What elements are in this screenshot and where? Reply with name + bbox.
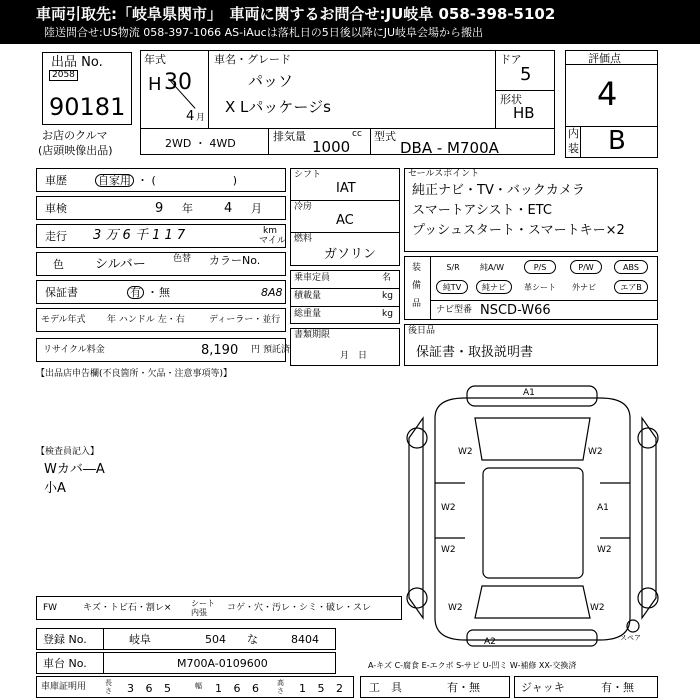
recycle-note: 預託済 (263, 345, 291, 355)
color-no-label: カラーNo. (209, 254, 261, 267)
header-banner (0, 0, 700, 44)
recycle-value: 8,190 (201, 343, 239, 358)
chassis-value: M700A-0109600 (177, 657, 268, 670)
cert-width: 1 6 6 (215, 682, 263, 695)
navi-value: NSCD-W66 (480, 303, 551, 318)
equip-pw: P/W (570, 260, 602, 274)
cert-height: 1 5 2 (299, 682, 347, 695)
model-year-dealer: ディーラー・並行 (209, 315, 281, 325)
year-month: 4 (186, 109, 195, 124)
year-label: 年式 (144, 53, 166, 66)
doc-expiry-unit: 月 日 (340, 351, 368, 361)
mark-w2-rb: W2 (590, 603, 605, 613)
history-label: 車歴 (45, 174, 67, 187)
equip-abs: ABS (614, 260, 648, 274)
color-label: 色 (53, 258, 64, 271)
warranty-label: 保証書 (45, 286, 78, 299)
inspection-month-unit: 月 (251, 202, 262, 215)
equip-leather: 革シート (524, 283, 556, 292)
ac-value: AC (336, 213, 354, 228)
inspection-month: 4 (224, 201, 233, 216)
doc-expiry-label: 書類期限 (294, 330, 331, 340)
mark-a2: A2 (484, 637, 496, 647)
capacity-label: 乗車定員 (294, 273, 331, 283)
tools-value: 有・無 (447, 681, 480, 694)
cert-label: 車庫証明用 (41, 682, 87, 692)
jack-row (514, 676, 658, 698)
model-label: 型式 (374, 130, 396, 143)
fw-shiito: シート 内張 (191, 599, 215, 617)
color-no-value: 8A8 (261, 286, 283, 299)
registration-label: 登録 No. (43, 633, 87, 646)
history-rest: ・ ( ) (137, 174, 238, 187)
year-era: H (148, 74, 162, 95)
sales-line-2: スマートアシスト・ETC (412, 203, 552, 218)
mileage-row (36, 224, 286, 248)
car-grade: X Lパッケージs (225, 98, 331, 116)
equipment-label2: 備 (412, 281, 422, 291)
doors-label: ドア (500, 53, 522, 66)
recycle-unit: 円 (251, 345, 261, 355)
mark-spare: スペア (620, 634, 641, 642)
equip-airbag: エアB (614, 280, 648, 294)
accessories-value: 保証書・取扱説明書 (416, 345, 534, 360)
lot-label: 出品 No. (51, 55, 103, 70)
mark-a1-r: A1 (597, 503, 609, 513)
fuel-label: 燃料 (294, 234, 313, 244)
header-line2: 陸送問合せ:US物流 058-397-1066 AS-iAucは落札日の5日後以降にJU岐阜会場から搬出 (44, 26, 484, 39)
fw-label: FW (43, 603, 58, 613)
displacement-label: 排気量 (273, 130, 306, 143)
shift-value: IAT (336, 181, 356, 196)
registration-row (36, 628, 336, 650)
equipment-label1: 装 (412, 263, 422, 273)
notes-title: 【出品店申告欄(不良箇所・欠品・注意事項等)】 (36, 369, 233, 379)
warranty-row: 保証書 有 ・ 無 8A8 (36, 280, 286, 304)
mileage-value: 3 万 6 千 1 1 7 (93, 228, 186, 243)
inspection-year: 9 (155, 201, 164, 216)
model-value: DBA - M700A (400, 139, 499, 157)
shop-line1: お店のクルマ (42, 129, 108, 142)
tools-label: 工 具 (369, 681, 402, 694)
warranty-yes: 有 (127, 286, 144, 299)
inspector-line-1: Wカバ―A (44, 462, 105, 477)
fuel-value: ガソリン (324, 247, 377, 262)
recycle-row (36, 338, 291, 362)
lot-box (42, 52, 132, 125)
car-damage-diagram (405, 378, 660, 656)
score-value: 4 (597, 75, 618, 113)
sales-line-3: プッシュスタート・スマートキー×2 (412, 223, 625, 238)
color-row (36, 252, 286, 276)
car-label: 車名・グレード (214, 53, 291, 66)
shop-line2: (店頭映像出品) (38, 144, 113, 157)
mark-w2-lb: W2 (448, 603, 463, 613)
equip-sr: S/R (446, 263, 460, 272)
mark-a1-top: A1 (523, 388, 535, 398)
mark-w2-l2: W2 (441, 545, 456, 555)
year-month-unit: 月 (196, 113, 206, 123)
load-label: 積載量 (294, 291, 322, 301)
equip-alloy: 純A/W (479, 263, 505, 272)
load-unit: kg (382, 291, 393, 301)
registration-place: 岐阜 (129, 633, 151, 646)
score-label: 評価点 (588, 52, 621, 65)
recycle-label: リサイクル料金 (43, 345, 105, 355)
color-change-label: 色替 (173, 254, 192, 264)
shift-label: シフト (294, 170, 322, 180)
jack-value: 有・無 (601, 681, 634, 694)
accessories-label: 後日品 (408, 326, 436, 336)
registration-number: 8404 (291, 633, 319, 646)
color-value: シルバー (95, 257, 146, 272)
shape-value: HB (513, 104, 535, 122)
doors-value: 5 (520, 64, 532, 85)
interior-label2: 装 (568, 142, 579, 155)
mark-w2-rf: W2 (588, 447, 603, 457)
cert-height-label: 高さ (277, 679, 284, 695)
model-year-label: モデル年式 (41, 315, 86, 325)
registration-class: 504 (205, 633, 226, 646)
cert-row (36, 676, 354, 698)
equipment-label3: 品 (412, 299, 422, 309)
displacement-value: 1000 (312, 138, 351, 156)
capacity-unit: 名 (382, 273, 392, 283)
year-value: 30 (164, 70, 192, 95)
weight-unit: kg (382, 309, 393, 319)
tools-row (360, 676, 510, 698)
weight-label: 総重量 (294, 309, 322, 319)
inspection-year-unit: 年 (182, 202, 193, 215)
history-row (36, 168, 286, 192)
sales-line-1: 純正ナビ・TV・バックカメラ (412, 183, 585, 198)
car-name: パッソ (248, 72, 294, 90)
jack-label: ジャッキ (521, 681, 565, 694)
sales-label: セールスポイント (408, 169, 480, 179)
chassis-row (36, 652, 336, 674)
history-value: 自家用 (95, 174, 134, 187)
equip-tv: 純TV (436, 280, 468, 294)
registration-kana: な (247, 633, 258, 646)
equip-navi: 純ナビ (476, 280, 512, 294)
mark-w2-r1: W2 (597, 545, 612, 555)
cert-width-label: 幅 (195, 682, 202, 690)
displacement-unit: cc (352, 129, 362, 139)
inspection-row (36, 196, 286, 220)
fw-text: キズ・トビ石・割レ× (83, 603, 172, 613)
damage-legend: A-キズ C-腐食 E-エクボ S-サビ U-凹ミ W-補修 XX-交換済 (368, 661, 577, 670)
mileage-unit1: km (263, 226, 277, 236)
inspection-label: 車検 (45, 202, 67, 215)
warranty-no: 無 (159, 286, 170, 299)
mark-w2-l1: W2 (441, 503, 456, 513)
header-line1: 車両引取先:「岐阜県関市」 車両に関するお問合せ:JU岐阜 058-398-5102 (36, 5, 556, 23)
model-year-text: 年 ハンドル 左・右 (107, 315, 185, 325)
mileage-label: 走行 (45, 230, 67, 243)
ac-label: 冷房 (294, 202, 313, 212)
equip-ps: P/S (524, 260, 556, 274)
fw-text2: コゲ・穴・汚レ・シミ・破レ・スレ (227, 603, 372, 613)
interior-value: B (608, 126, 626, 156)
mark-w2-lf: W2 (458, 447, 473, 457)
chassis-label: 車台 No. (43, 657, 87, 670)
cert-len-label: 長さ (105, 679, 112, 695)
inspector-title: 【検査員記入】 (36, 447, 100, 457)
cert-len: 3 6 5 (127, 682, 175, 695)
mileage-unit2: マイル (259, 236, 286, 246)
lot-sub: 2058 (49, 70, 78, 81)
shape-label: 形状 (500, 93, 522, 106)
equip-ext-navi: 外ナビ (572, 283, 596, 292)
model-year-row (36, 308, 286, 332)
fw-row (36, 596, 402, 620)
interior-label1: 内 (568, 127, 579, 140)
drive-text: 2WD ・ 4WD (165, 137, 236, 150)
navi-label: ナビ型番 (436, 305, 473, 315)
lot-number: 90181 (49, 93, 126, 121)
inspector-line-2: 小A (44, 481, 66, 496)
